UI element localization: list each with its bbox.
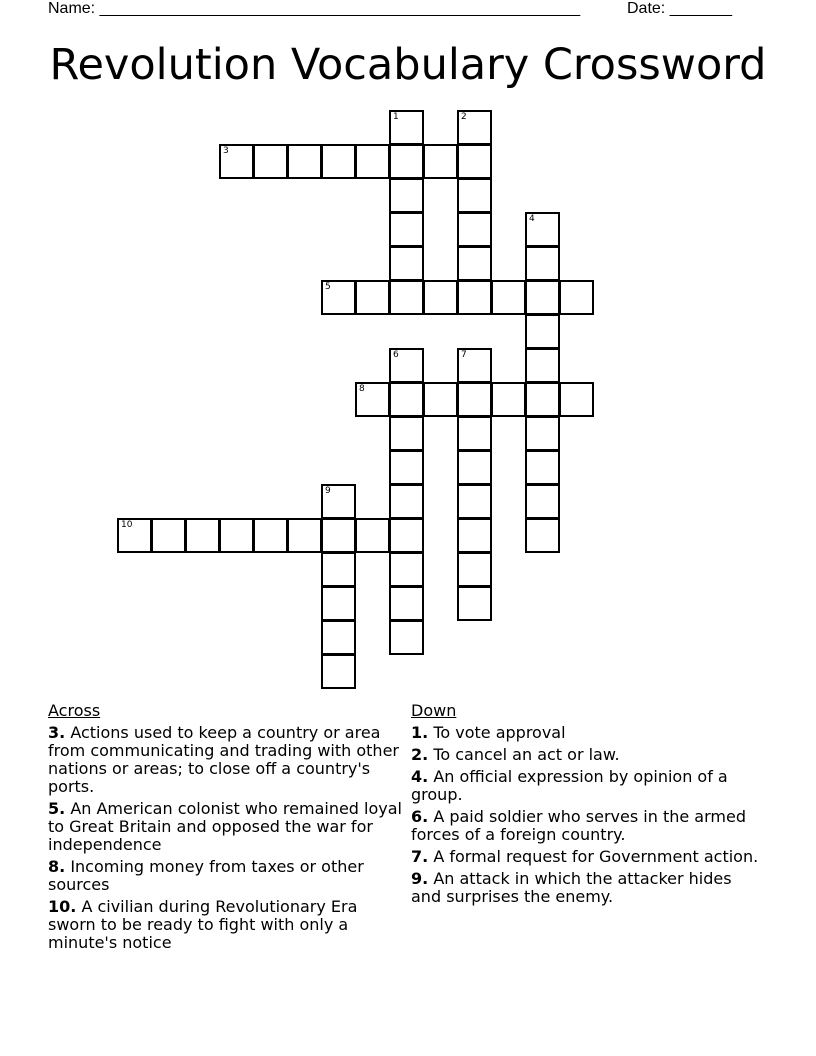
grid-cell[interactable] <box>287 518 322 553</box>
grid-cell[interactable] <box>457 246 492 281</box>
clue-number: 1. <box>411 723 429 742</box>
grid-cell[interactable] <box>321 586 356 621</box>
clue-text: An attack in which the attacker hides and surprises the enemy. <box>411 869 732 906</box>
grid-cell[interactable] <box>525 450 560 485</box>
grid-cell[interactable] <box>389 144 424 179</box>
grid-cell[interactable] <box>423 280 458 315</box>
grid-cell[interactable] <box>321 144 356 179</box>
cell-number: 6 <box>393 350 399 360</box>
grid-cell[interactable] <box>355 382 390 417</box>
grid-cell[interactable] <box>457 280 492 315</box>
cell-number: 8 <box>359 384 365 394</box>
grid-cell[interactable] <box>355 144 390 179</box>
cell-number: 10 <box>121 520 133 530</box>
clue-across-5 <box>48 800 404 854</box>
grid-cell[interactable] <box>389 348 424 383</box>
cell-number: 3 <box>223 146 229 156</box>
grid-cell[interactable] <box>389 586 424 621</box>
grid-cell[interactable] <box>389 246 424 281</box>
clue-number: 10. <box>48 897 77 916</box>
grid-cell[interactable] <box>457 586 492 621</box>
clue-down-2 <box>411 746 761 764</box>
grid-cell[interactable] <box>457 518 492 553</box>
grid-cell[interactable] <box>219 518 254 553</box>
grid-cell[interactable] <box>117 518 152 553</box>
grid-cell[interactable] <box>321 280 356 315</box>
grid-cell[interactable] <box>525 212 560 247</box>
grid-cell[interactable] <box>389 484 424 519</box>
cell-number: 9 <box>325 486 331 496</box>
grid-cell[interactable] <box>525 314 560 349</box>
grid-cell[interactable] <box>491 280 526 315</box>
cell-number: 7 <box>461 350 467 360</box>
clue-number: 5. <box>48 799 66 818</box>
clue-text: A paid soldier who serves in the armed forces of a foreign country. <box>411 807 746 844</box>
grid-cell[interactable] <box>525 518 560 553</box>
grid-cell[interactable] <box>389 110 424 145</box>
clue-down-9 <box>411 870 761 906</box>
clue-down-1 <box>411 724 761 742</box>
grid-cell[interactable] <box>321 484 356 519</box>
grid-cell[interactable] <box>525 382 560 417</box>
cell-number: 1 <box>393 112 399 122</box>
clue-down-6 <box>411 808 761 844</box>
grid-cell[interactable] <box>559 280 594 315</box>
across-clues <box>48 702 404 956</box>
grid-cell[interactable] <box>389 450 424 485</box>
page-title: Revolution Vocabulary Crossword <box>49 40 767 90</box>
grid-cell[interactable] <box>185 518 220 553</box>
clue-text: To vote approval <box>433 723 566 742</box>
grid-cell[interactable] <box>525 280 560 315</box>
grid-cell[interactable] <box>457 450 492 485</box>
grid-cell[interactable] <box>491 382 526 417</box>
down-clues <box>411 702 761 910</box>
grid-cell[interactable] <box>321 552 356 587</box>
grid-cell[interactable] <box>389 382 424 417</box>
clue-across-8 <box>48 858 404 894</box>
grid-cell[interactable] <box>525 246 560 281</box>
clue-number: 8. <box>48 857 66 876</box>
clue-number: 3. <box>48 723 66 742</box>
clue-down-7 <box>411 848 761 866</box>
across-heading: Across <box>48 701 101 720</box>
clue-text: Actions used to keep a country or area from communicating and trading with other nations or areas; to close off a country's ports. <box>48 723 399 796</box>
date-field-line: Date: _______ <box>627 0 732 17</box>
grid-cell[interactable] <box>253 144 288 179</box>
clue-text: To cancel an act or law. <box>433 745 620 764</box>
grid-cell[interactable] <box>389 212 424 247</box>
grid-cell[interactable] <box>389 280 424 315</box>
grid-cell[interactable] <box>457 110 492 145</box>
grid-cell[interactable] <box>355 280 390 315</box>
clue-text: An American colonist who remained loyal to Great Britain and opposed the war for independence <box>48 799 402 854</box>
grid-cell[interactable] <box>389 620 424 655</box>
cell-number: 5 <box>325 282 331 292</box>
grid-cell[interactable] <box>423 382 458 417</box>
clue-number: 7. <box>411 847 429 866</box>
grid-cell[interactable] <box>457 552 492 587</box>
grid-cell[interactable] <box>423 144 458 179</box>
grid-cell[interactable] <box>355 518 390 553</box>
grid-cell[interactable] <box>287 144 322 179</box>
clue-number: 6. <box>411 807 429 826</box>
clue-number: 9. <box>411 869 429 888</box>
clue-text: A formal request for Government action. <box>433 847 759 866</box>
grid-cell[interactable] <box>321 518 356 553</box>
cell-number: 4 <box>529 214 535 224</box>
grid-cell[interactable] <box>525 416 560 451</box>
down-heading: Down <box>411 701 457 720</box>
grid-cell[interactable] <box>253 518 288 553</box>
clue-number: 4. <box>411 767 429 786</box>
grid-cell[interactable] <box>525 484 560 519</box>
clue-across-3 <box>48 724 404 796</box>
grid-cell[interactable] <box>219 144 254 179</box>
grid-cell[interactable] <box>457 178 492 213</box>
clue-text: An official expression by opinion of a group. <box>411 767 728 804</box>
clue-down-4 <box>411 768 761 804</box>
grid-cell[interactable] <box>457 144 492 179</box>
grid-cell[interactable] <box>389 178 424 213</box>
grid-cell[interactable] <box>321 620 356 655</box>
grid-cell[interactable] <box>321 654 356 689</box>
grid-cell[interactable] <box>389 416 424 451</box>
clue-text: A civilian during Revolutionary Era sworn to be ready to fight with only a minute's notice <box>48 897 358 952</box>
grid-cell[interactable] <box>457 416 492 451</box>
grid-cell[interactable] <box>457 484 492 519</box>
cell-number: 2 <box>461 112 467 122</box>
grid-cell[interactable] <box>389 518 424 553</box>
grid-cell[interactable] <box>457 212 492 247</box>
name-field-line: Name: ______________________________________________________ <box>48 0 581 17</box>
grid-cell[interactable] <box>525 348 560 383</box>
clue-text: Incoming money from taxes or other sources <box>48 857 364 894</box>
grid-cell[interactable] <box>151 518 186 553</box>
grid-cell[interactable] <box>457 382 492 417</box>
grid-cell[interactable] <box>389 552 424 587</box>
clue-number: 2. <box>411 745 429 764</box>
grid-cell[interactable] <box>457 348 492 383</box>
grid-cell[interactable] <box>559 382 594 417</box>
clue-across-10 <box>48 898 404 952</box>
